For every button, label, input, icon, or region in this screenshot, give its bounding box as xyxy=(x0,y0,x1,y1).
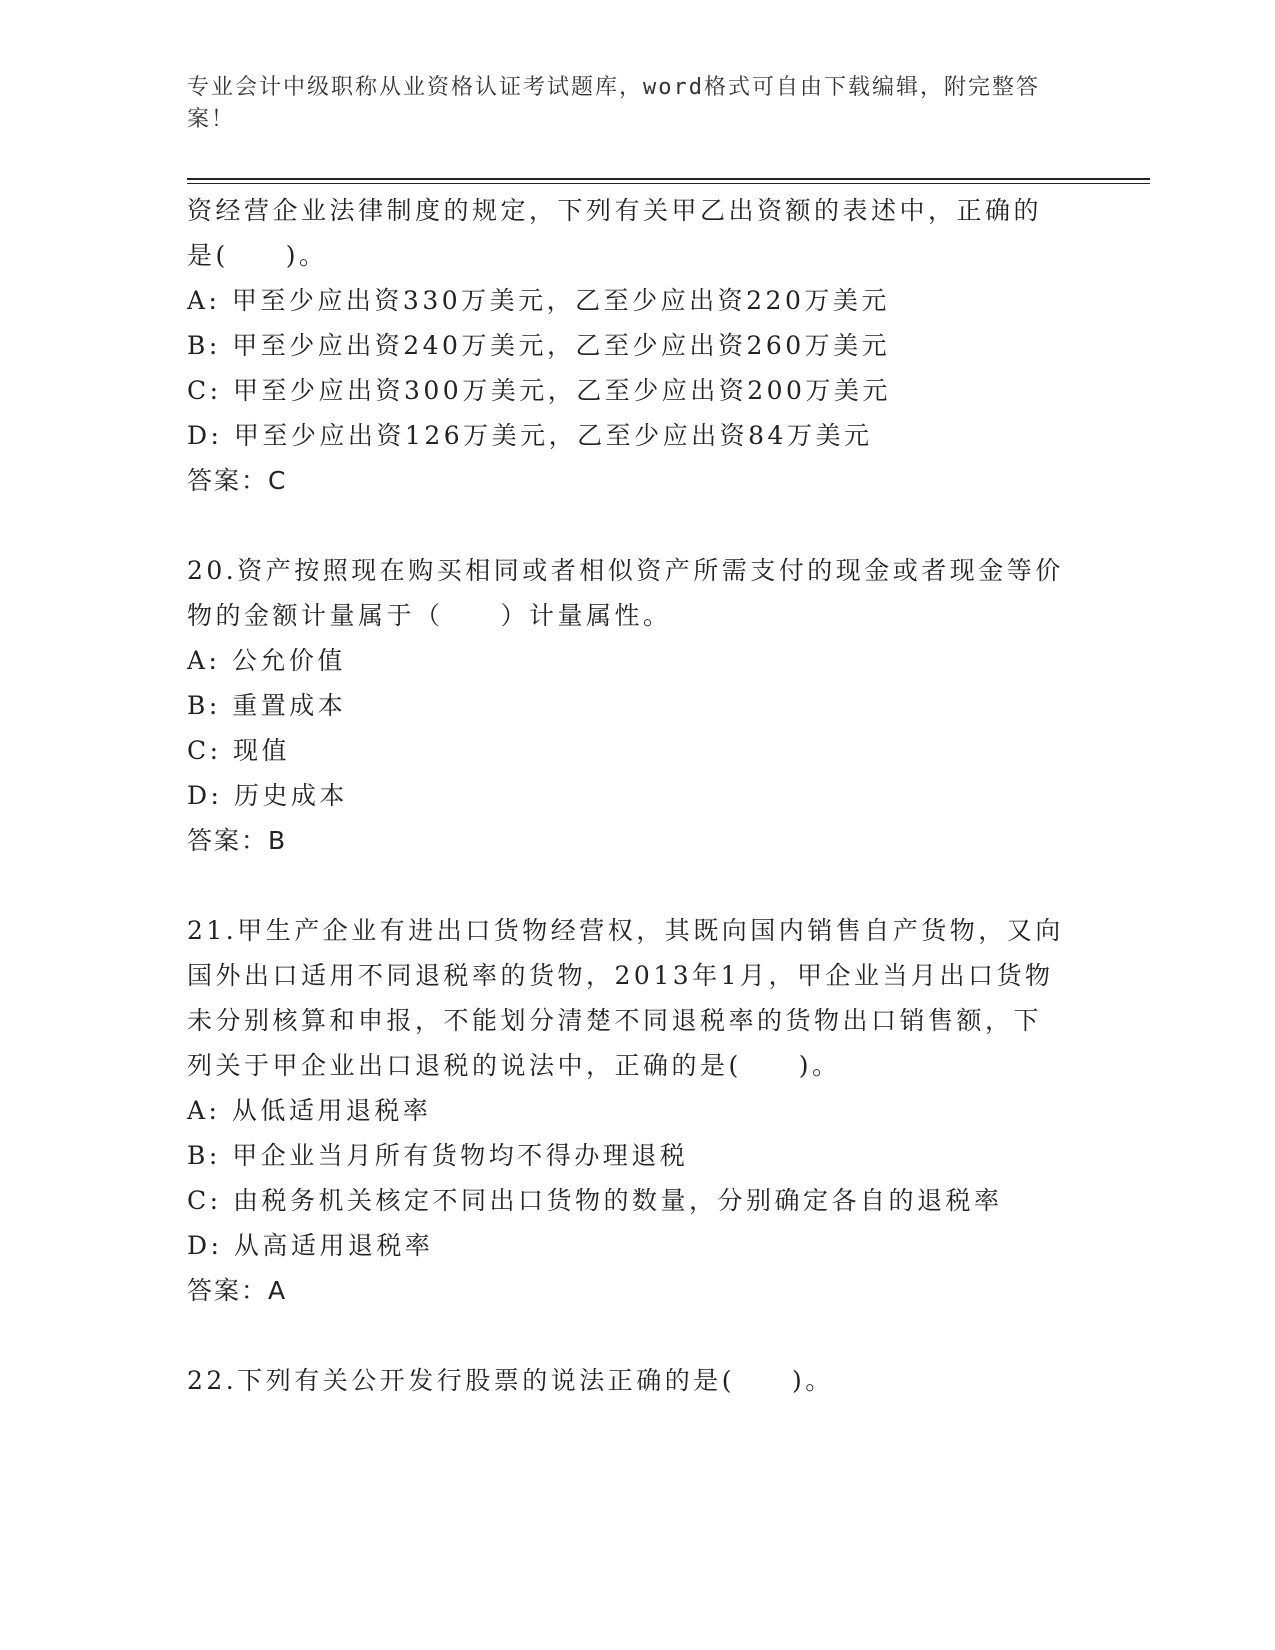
option-b: B: 重置成本 xyxy=(187,691,347,720)
question-22 xyxy=(187,1358,1087,1403)
option-b: B: 甲至少应出资240万美元，乙至少应出资260万美元 xyxy=(187,331,891,360)
header-divider-thin xyxy=(187,183,1150,184)
question-continued xyxy=(187,188,1087,503)
option-c: C: 甲至少应出资300万美元，乙至少应出资200万美元 xyxy=(187,376,891,405)
option-b: B: 甲企业当月所有货物均不得办理退税 xyxy=(187,1141,689,1170)
question-text: 22.下列有关公开发行股票的说法正确的是( )。 xyxy=(187,1366,834,1395)
option-d: D: 历史成本 xyxy=(187,781,348,810)
answer: 答案：C xyxy=(187,466,288,495)
question-text: 物的金额计量属于（ ）计量属性。 xyxy=(187,601,672,630)
answer: 答案：B xyxy=(187,826,288,855)
option-d: D: 从高适用退税率 xyxy=(187,1231,434,1260)
option-a: A: 从低适用退税率 xyxy=(187,1096,432,1125)
page-header: 专业会计中级职称从业资格认证考试题库，word格式可自由下载编辑，附完整答案！ xyxy=(187,75,1040,132)
question-list xyxy=(187,188,1087,1403)
option-c: C: 现值 xyxy=(187,736,290,765)
question-text: 是( )。 xyxy=(187,241,328,270)
option-a: A: 甲至少应出资330万美元，乙至少应出资220万美元 xyxy=(187,286,890,315)
question-text: 21.甲生产企业有进出口货物经营权，其既向国内销售自产货物，又向 xyxy=(187,916,1064,945)
question-text: 资经营企业法律制度的规定，下列有关甲乙出资额的表述中，正确的 xyxy=(187,196,1043,225)
option-d: D: 甲至少应出资126万美元，乙至少应出资84万美元 xyxy=(187,421,873,450)
answer: 答案：A xyxy=(187,1276,288,1305)
header-divider-thick xyxy=(187,178,1150,180)
question-21 xyxy=(187,908,1087,1313)
question-text: 国外出口适用不同退税率的货物，2013年1月，甲企业当月出口货物 xyxy=(187,961,1054,990)
option-c: C: 由税务机关核定不同出口货物的数量，分别确定各自的退税率 xyxy=(187,1186,1003,1215)
question-text: 20.资产按照现在购买相同或者相似资产所需支付的现金或者现金等价 xyxy=(187,556,1064,585)
question-text: 未分别核算和申报，不能划分清楚不同退税率的货物出口销售额，下 xyxy=(187,1006,1043,1035)
question-text: 列关于甲企业出口退税的说法中，正确的是( )。 xyxy=(187,1051,841,1080)
question-20 xyxy=(187,548,1087,863)
option-a: A: 公允价值 xyxy=(187,646,346,675)
